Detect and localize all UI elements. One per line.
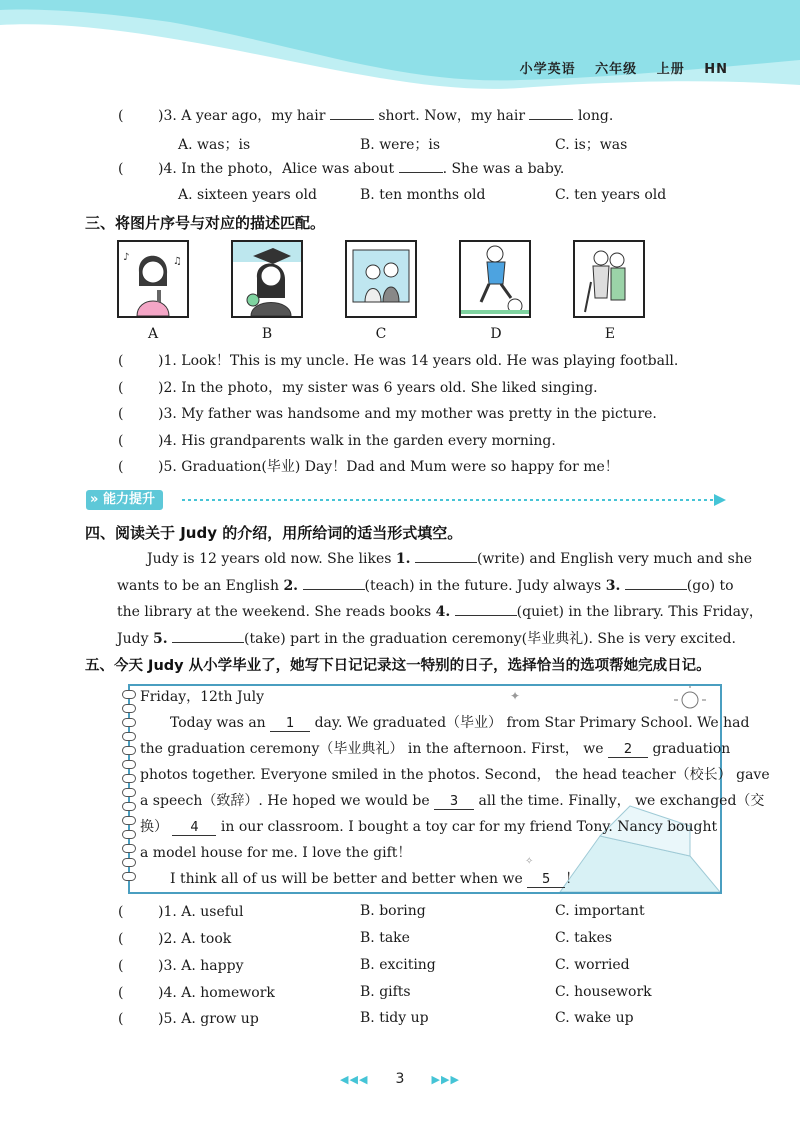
- question-text: A year ago，my hair: [181, 108, 326, 124]
- diary-line-5: [140, 818, 717, 836]
- blank[interactable]: [529, 107, 573, 120]
- answer-paren[interactable]: (: [118, 161, 152, 177]
- passage-text: (write) and English very much and she: [476, 551, 753, 567]
- header-info: [506, 58, 728, 77]
- question-number: )4.: [158, 161, 177, 177]
- diary-line-3: photos together. Everyone smiled in the photos. Second， the head teacher（校长） gave: [140, 767, 770, 783]
- option-c[interactable]: C. ten years old: [555, 187, 667, 203]
- match-text: )2. In the photo，my sister was 6 years old. She liked singing.: [158, 380, 598, 396]
- passage-text: (go) to: [686, 577, 734, 594]
- blank[interactable]: [330, 107, 374, 120]
- option-a[interactable]: A. homework: [181, 985, 275, 1001]
- diary-blank-3[interactable]: 3: [434, 795, 474, 810]
- diary-line-1: [170, 714, 749, 732]
- prev-arrows-icon: ◀◀◀: [340, 1073, 369, 1086]
- picture-b-graduate: [231, 240, 303, 318]
- picture-label-e: E: [604, 326, 616, 342]
- match-text: )1. Look！This is my uncle. He was 14 years old. He was playing football.: [158, 353, 679, 369]
- diary-text: in our classroom. I bought a toy car for my friend Tony. Nancy bought: [220, 819, 718, 835]
- match-text: )5. Graduation(毕业) Day！Dad and Mum were so happy for me！: [158, 459, 619, 475]
- picture-d-football-boy: [459, 240, 531, 318]
- option-b[interactable]: B. ten months old: [360, 187, 486, 203]
- banner-dotted-line: [86, 490, 726, 510]
- ability-banner: [86, 490, 726, 510]
- question-number: )2.: [158, 931, 177, 947]
- passage-line: [117, 546, 753, 573]
- next-arrows-icon: ▶▶▶: [431, 1073, 460, 1086]
- diary-line-7: [170, 870, 579, 888]
- svg-text:♫: ♫: [173, 256, 182, 267]
- option-b[interactable]: B. were；is: [360, 137, 441, 153]
- option-a[interactable]: A. sixteen years old: [178, 187, 317, 203]
- match-item-2: [118, 379, 598, 397]
- option-a[interactable]: A. happy: [181, 958, 244, 974]
- banner-label-box: [86, 490, 163, 510]
- option-a[interactable]: A. grow up: [181, 1011, 259, 1027]
- answer-paren[interactable]: (: [118, 406, 152, 422]
- option-c[interactable]: C. important: [555, 903, 645, 919]
- diary-text: a speech（致辞）. He hoped we would be: [140, 793, 430, 809]
- picture-e-grandparents: [573, 240, 645, 318]
- question-text: long.: [577, 108, 614, 124]
- passage-line: [117, 573, 734, 600]
- diary-text: I think all of us will be better and better when we: [170, 871, 523, 887]
- header-edition: HN: [704, 62, 728, 77]
- question-number: )1.: [158, 904, 177, 920]
- answer-paren[interactable]: (: [118, 1011, 152, 1027]
- page-number: 3: [395, 1071, 405, 1087]
- diary-text: day. We graduated（毕业） from Star Primary School. We had: [314, 715, 750, 731]
- match-item-5: [118, 458, 619, 476]
- question-number: )4.: [158, 985, 177, 1001]
- passage-text: wants to be an English: [117, 577, 284, 594]
- option-c[interactable]: C. is；was: [555, 137, 628, 153]
- picture-label-a: A: [147, 326, 159, 342]
- passage-text: Judy: [117, 630, 153, 647]
- header-volume: 上册: [656, 62, 685, 77]
- section-5-title: 五、今天 Judy 从小学毕业了，她写下日记记录这一特别的日子，选择恰当的选项帮她完成日记。: [85, 658, 711, 674]
- mc-question-5: [118, 1010, 259, 1028]
- diary-text: all the time. Finally， we exchanged（交: [478, 793, 765, 809]
- diary-blank-5[interactable]: 5: [527, 873, 565, 888]
- blank-2[interactable]: [303, 577, 365, 590]
- diary-blank-4[interactable]: 4: [172, 821, 216, 836]
- header-wave: [0, 0, 800, 95]
- option-c[interactable]: C. wake up: [555, 1010, 634, 1026]
- svg-text:✦: ✦: [510, 689, 521, 703]
- diary-blank-2[interactable]: 2: [608, 743, 648, 758]
- blank[interactable]: [399, 160, 443, 173]
- match-item-3: [118, 405, 657, 423]
- diary-text: the graduation ceremony（毕业典礼） in the afternoon. First， we: [140, 741, 604, 757]
- option-b[interactable]: B. boring: [360, 903, 426, 919]
- answer-paren[interactable]: (: [118, 108, 152, 124]
- blank-number: 4.: [435, 604, 451, 620]
- question-number: )3.: [158, 958, 177, 974]
- diary-date: Friday，12th July: [140, 689, 265, 705]
- diary-line-2: [140, 740, 730, 758]
- blank-3[interactable]: [625, 577, 687, 590]
- blank-number: 1.: [395, 551, 411, 567]
- question-text: . She was a baby.: [442, 161, 565, 177]
- option-c[interactable]: C. worried: [555, 957, 630, 973]
- match-text: )4. His grandparents walk in the garden every morning.: [158, 433, 556, 449]
- question-text: short. Now，my hair: [378, 108, 526, 124]
- mc-question-4: [118, 984, 275, 1002]
- match-item-1: [118, 352, 678, 370]
- diary-line-4: [140, 792, 764, 810]
- svg-text:✧: ✧: [525, 856, 534, 867]
- option-b[interactable]: B. take: [360, 930, 410, 946]
- match-item-4: [118, 432, 556, 450]
- section-4-title: 四、阅读关于 Judy 的介绍，用所给词的适当形式填空。: [85, 524, 463, 542]
- svg-text:♪: ♪: [123, 252, 130, 263]
- blank-number: 2.: [283, 577, 299, 594]
- match-text: )3. My father was handsome and my mother was pretty in the picture.: [158, 406, 657, 422]
- passage-text: the library at the weekend. She reads books: [117, 604, 436, 620]
- picture-label-c: C: [375, 326, 387, 342]
- answer-paren[interactable]: (: [118, 958, 152, 974]
- option-a[interactable]: A. useful: [181, 904, 244, 920]
- blank-number: 5.: [152, 630, 168, 647]
- page-footer: [0, 1068, 800, 1087]
- answer-paren[interactable]: (: [118, 985, 152, 1001]
- option-b[interactable]: B. tidy up: [360, 1010, 429, 1026]
- passage-text: (take) part in the graduation ceremony(毕业典礼). She is very excited.: [244, 630, 736, 647]
- double-chevron-icon: »: [90, 492, 99, 507]
- question-number: )5.: [158, 1011, 177, 1027]
- diary-text: Today was an: [170, 715, 266, 731]
- diary-line-6: a model house for me. I love the gift！: [140, 845, 412, 861]
- answer-paren[interactable]: (: [118, 904, 152, 920]
- passage-line: [117, 626, 736, 653]
- blank-1[interactable]: [415, 550, 477, 563]
- question-4: [118, 160, 564, 178]
- blank-number: 3.: [605, 577, 621, 594]
- mc-question-2: [118, 930, 231, 948]
- option-b[interactable]: B. gifts: [360, 984, 411, 1000]
- header-subject: 小学英语: [519, 62, 576, 77]
- question-number: )3.: [158, 108, 177, 124]
- mc-question-3: [118, 957, 244, 975]
- question-text: In the photo，Alice was about: [181, 161, 395, 177]
- question-3: [118, 107, 613, 125]
- passage-text: (teach) in the future. Judy always: [364, 577, 606, 594]
- banner-label: 能力提升: [102, 492, 155, 507]
- answer-paren[interactable]: (: [118, 353, 152, 369]
- answer-paren[interactable]: (: [118, 459, 152, 475]
- section-3-title: 三、将图片序号与对应的描述匹配。: [85, 214, 326, 232]
- option-c[interactable]: C. takes: [555, 930, 613, 946]
- picture-label-d: D: [490, 326, 502, 342]
- mc-question-1: [118, 903, 243, 921]
- option-a[interactable]: A. took: [181, 931, 232, 947]
- option-b[interactable]: B. exciting: [360, 957, 436, 973]
- diary-text: ！: [565, 871, 580, 887]
- answer-paren[interactable]: (: [118, 931, 152, 947]
- picture-a-singing-girl: [117, 240, 189, 318]
- answer-paren[interactable]: (: [118, 380, 152, 396]
- option-c[interactable]: C. housework: [555, 984, 652, 1000]
- diary-blank-1[interactable]: 1: [270, 717, 310, 732]
- option-a[interactable]: A. was；is: [178, 137, 251, 153]
- diary-text: graduation: [652, 741, 731, 757]
- answer-paren[interactable]: (: [118, 433, 152, 449]
- header-grade: 六年级: [595, 62, 638, 77]
- blank-4[interactable]: [455, 603, 517, 616]
- picture-label-b: B: [261, 326, 273, 342]
- passage-text: Judy is 12 years old now. She likes: [147, 551, 396, 567]
- diary-text: 换）: [140, 819, 168, 835]
- section-4-passage: [117, 546, 763, 652]
- passage-text: (quiet) in the library. This Friday，: [516, 604, 763, 620]
- picture-c-couple-photo: [345, 240, 417, 318]
- passage-line: [117, 599, 763, 626]
- blank-5[interactable]: [172, 630, 244, 643]
